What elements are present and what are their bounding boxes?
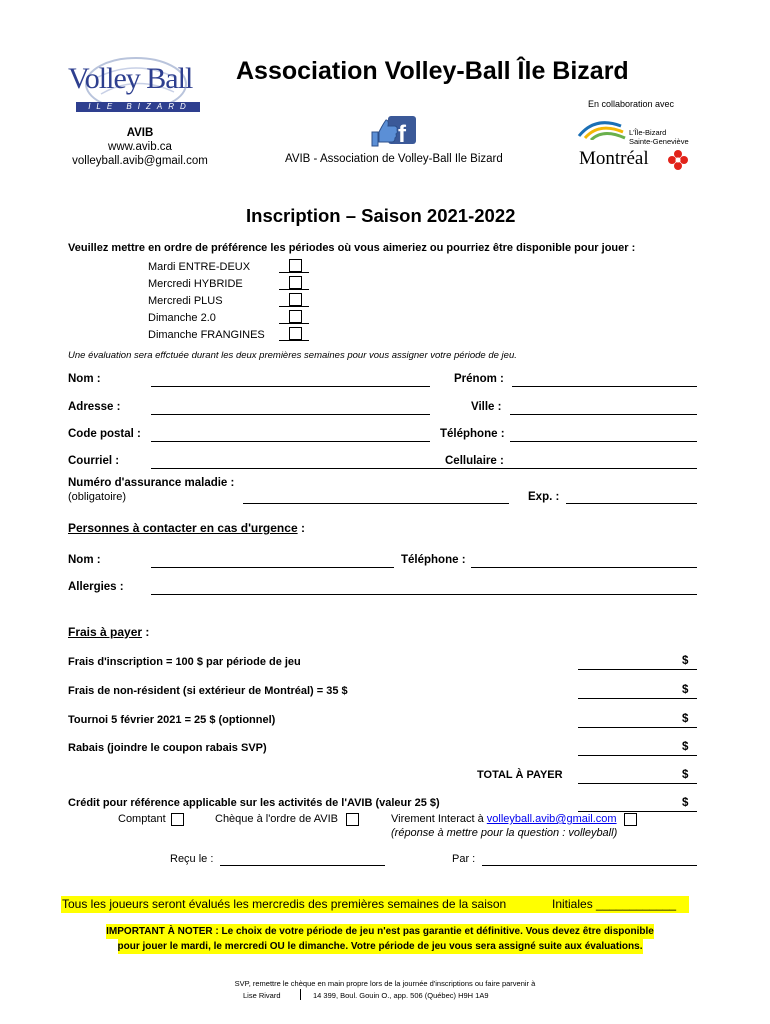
facebook-like-icon xyxy=(368,114,418,150)
cheque-checkbox[interactable] xyxy=(346,813,359,826)
credit-amount-field[interactable] xyxy=(578,811,697,812)
org-short-name: AVIB xyxy=(126,127,154,139)
partner-line2: Sainte-Geneviève xyxy=(629,137,689,146)
evaluation-notice-banner xyxy=(61,896,689,913)
fee-amount-field[interactable] xyxy=(578,698,697,699)
assurance-label: Numéro d'assurance maladie : xyxy=(68,477,235,489)
footer-line1: SVP, remettre le chèque en main propre lors de la journée d'inscriptions ou faire parvenir à xyxy=(234,979,536,988)
comptant-label: Comptant xyxy=(118,813,166,825)
virement-label xyxy=(391,813,617,825)
period-checkbox[interactable] xyxy=(289,259,302,272)
footer-divider xyxy=(300,989,301,1000)
cheque-label: Chèque à l'ordre de AVIB xyxy=(215,813,338,825)
important-line1: IMPORTANT À NOTER : Le choix de votre période de jeu n'est pas garantie et définitive. Vous devez être disponible xyxy=(106,926,654,937)
code-postal-field[interactable] xyxy=(151,441,430,442)
important-notice xyxy=(60,924,700,954)
recu-label: Reçu le : xyxy=(170,853,214,865)
courriel-field[interactable] xyxy=(151,468,697,469)
telephone-label: Téléphone : xyxy=(440,428,505,440)
nom-label: Nom : xyxy=(68,373,101,385)
adresse-label: Adresse : xyxy=(68,401,121,413)
footer-name: Lise Rivard xyxy=(243,991,281,1000)
prenom-label: Prénom : xyxy=(454,373,504,385)
period-checkbox[interactable] xyxy=(289,310,302,323)
website: www.avib.ca xyxy=(108,141,172,153)
period-label: Mardi ENTRE-DEUX xyxy=(148,261,251,273)
par-field[interactable] xyxy=(482,865,697,866)
emergency-heading-colon: : xyxy=(300,521,305,535)
evaluation-note: Une évaluation sera effctuée durant les deux premières semaines pour vous assigner votre période de jeu. xyxy=(68,350,517,361)
emergency-nom-label: Nom : xyxy=(68,554,101,566)
org-email: volleyball.avib@gmail.com xyxy=(72,155,208,167)
period-label: Dimanche 2.0 xyxy=(148,312,216,324)
recu-field[interactable] xyxy=(220,865,385,866)
courriel-label: Courriel : xyxy=(68,455,120,467)
period-checkbox[interactable] xyxy=(289,293,302,306)
prenom-field[interactable] xyxy=(512,386,697,387)
currency-sign: $ xyxy=(682,741,689,753)
org-info xyxy=(60,126,220,168)
nom-field[interactable] xyxy=(151,386,430,387)
ville-field[interactable] xyxy=(510,414,697,415)
fee-amount-field[interactable] xyxy=(578,755,697,756)
period-label: Mercredi PLUS xyxy=(148,295,223,307)
important-line2: pour jouer le mardi, le mercredi OU le dimanche. Votre période de jeu vous sera assigné suite aux évaluations. xyxy=(117,941,643,952)
telephone-field[interactable] xyxy=(510,441,697,442)
emergency-heading xyxy=(68,521,305,535)
emergency-telephone-field[interactable] xyxy=(471,567,697,568)
allergies-field[interactable] xyxy=(151,594,697,595)
initiales-field[interactable]: Initiales ____________ xyxy=(552,897,677,911)
period-label: Mercredi HYBRIDE xyxy=(148,278,243,290)
fees-heading xyxy=(68,625,149,639)
logo-main-text: Volley Ball xyxy=(68,62,193,95)
virement-note: (réponse à mettre pour la question : volleyball) xyxy=(391,827,618,839)
currency-sign: $ xyxy=(682,769,689,781)
fees-heading-colon: : xyxy=(145,625,150,639)
emergency-telephone-label: Téléphone : xyxy=(401,554,466,566)
allergies-label: Allergies : xyxy=(68,581,124,593)
fee-amount-field[interactable] xyxy=(578,669,697,670)
partner-line1: L'Île-Bizard xyxy=(629,128,667,137)
footer-address: 14 399, Boul. Gouin O., app. 506 (Québec) H9H 1A9 xyxy=(313,991,489,1000)
fee-item: Rabais (joindre le coupon rabais SVP) xyxy=(68,742,267,754)
currency-sign: $ xyxy=(682,684,689,696)
preference-intro: Veuillez mettre en ordre de préférence les périodes où vous aimeriez ou pourriez être disponible pour jouer : xyxy=(68,242,636,254)
exp-field[interactable] xyxy=(566,503,697,504)
period-checkbox[interactable] xyxy=(289,276,302,289)
virement-checkbox[interactable] xyxy=(624,813,637,826)
logo-sub-text: ILE BIZARD xyxy=(88,102,192,111)
ile-bizard-swoosh-icon xyxy=(577,116,627,140)
collab-text: En collaboration avec xyxy=(588,99,675,109)
period-checkbox[interactable] xyxy=(289,327,302,340)
obligatoire-label: (obligatoire) xyxy=(68,491,127,503)
virement-email-link[interactable]: volleyball.avib@gmail.com xyxy=(486,813,617,825)
exp-label: Exp. : xyxy=(528,491,560,503)
fee-item: Frais d'inscription = 100 $ par période de jeu xyxy=(68,656,301,668)
ville-label: Ville : xyxy=(471,401,502,413)
fees-heading-text: Frais à payer xyxy=(68,625,143,639)
virement-prefix: Virement Interact à xyxy=(391,813,487,825)
svg-text:f: f xyxy=(398,121,406,148)
montreal-logo xyxy=(577,114,692,174)
credit-label: Crédit pour référence applicable sur les activités de l'AVIB (valeur 25 $) xyxy=(68,797,440,809)
code-postal-label: Code postal : xyxy=(68,428,141,440)
currency-sign: $ xyxy=(682,713,689,725)
cellulaire-label: Cellulaire : xyxy=(445,455,508,467)
facebook-label: AVIB - Association de Volley-Ball Ile Bizard xyxy=(285,153,503,165)
emergency-nom-field[interactable] xyxy=(151,567,394,568)
montreal-rosette-icon xyxy=(667,149,689,171)
comptant-checkbox[interactable] xyxy=(171,813,184,826)
fee-item: Tournoi 5 février 2021 = 25 $ (optionnel) xyxy=(68,714,276,726)
page-title: Association Volley-Ball Île Bizard xyxy=(236,57,629,85)
total-amount-field[interactable] xyxy=(578,783,697,784)
adresse-field[interactable] xyxy=(151,414,430,415)
form-title: Inscription – Saison 2021-2022 xyxy=(246,205,516,226)
fee-amount-field[interactable] xyxy=(578,727,697,728)
fee-item: Frais de non-résident (si extérieur de Montréal) = 35 $ xyxy=(68,685,348,697)
total-label: TOTAL À PAYER xyxy=(477,769,563,781)
par-label: Par : xyxy=(452,853,476,865)
currency-sign: $ xyxy=(682,797,689,809)
period-label: Dimanche FRANGINES xyxy=(148,329,265,341)
currency-sign: $ xyxy=(682,655,689,667)
assurance-field[interactable] xyxy=(243,503,509,504)
avib-logo xyxy=(66,52,206,120)
emergency-heading-text: Personnes à contacter en cas d'urgence xyxy=(68,521,298,535)
evaluation-notice-text: Tous les joueurs seront évalués les mercredis des premières semaines de la saison xyxy=(62,897,507,911)
partner-city: Montréal xyxy=(579,148,649,169)
